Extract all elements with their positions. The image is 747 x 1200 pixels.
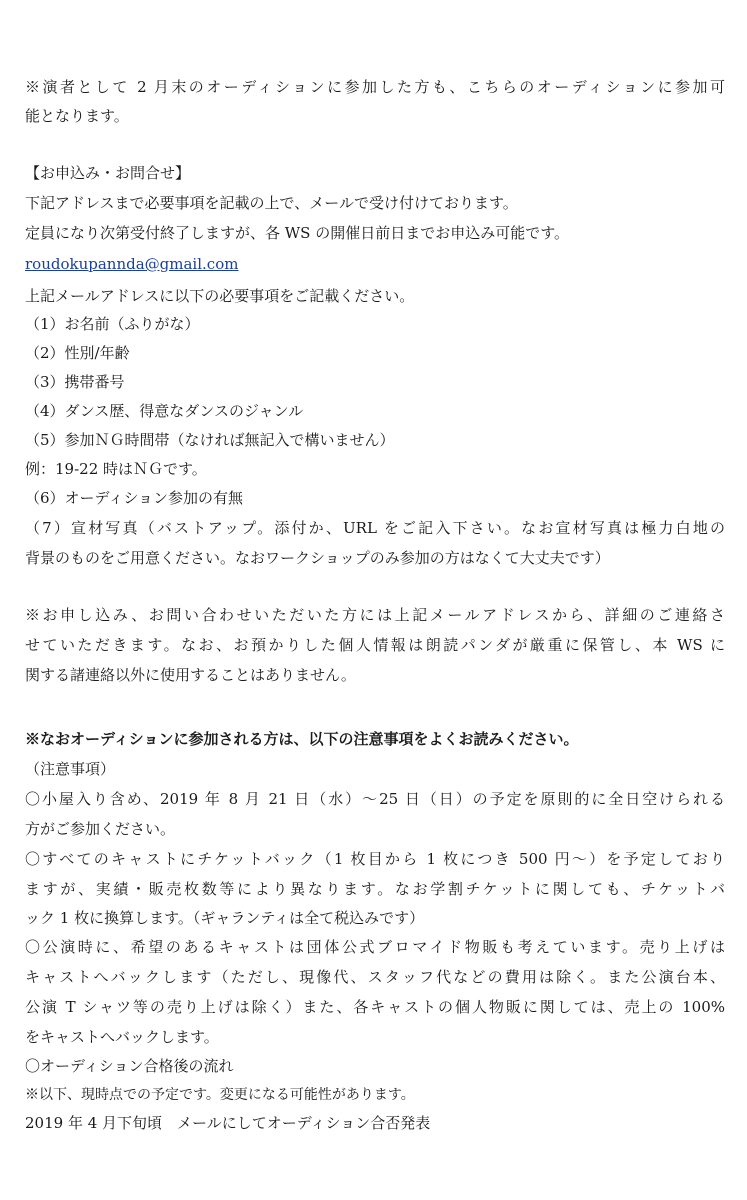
- list-item: （2）性別/年齢: [25, 344, 130, 362]
- apply-heading: 【お申込み・お問合せ】: [25, 164, 191, 182]
- audition-line: 方がご参加ください。: [25, 820, 176, 838]
- list-item: （3）携帯番号: [25, 373, 125, 391]
- list-item: （5）参加ＮＧ時間帯（なければ無記入で構いません）: [25, 431, 395, 449]
- list-item: （1）お名前（ふりがな）: [25, 315, 200, 333]
- intro-line-1: ※演者として 2 月末のオーディションに参加した方も、こちらのオーディションに参加可: [25, 78, 725, 96]
- apply-paragraph-1: 下記アドレスまで必要事項を記載の上で、メールで受け付けております。: [25, 194, 518, 212]
- audition-line: ック 1 枚に換算します。（ギャランティは全て税込みです）: [25, 909, 425, 927]
- example-line: 例：19-22 時はＮＧです。: [25, 460, 207, 478]
- list-item: （7）宣材写真（バストアップ。添付か、URL をご記入下さい。なお宣材写真は極力白地の: [25, 519, 725, 537]
- audition-bold-heading: ※なおオーディションに参加される方は、以下の注意事項をよくお読みください。: [25, 730, 579, 748]
- schedule-line: 2019 年 4 月下旬頃 メールにしてオーディション合否発表: [25, 1114, 431, 1132]
- notice-line-2: せていただきます。なお、お預かりした個人情報は朗読パンダが厳重に保管し、本 WS に: [25, 636, 725, 654]
- notice-line-1: ※お申し込み、お問い合わせいただいた方には上記メールアドレスから、詳細のご連絡さ: [25, 606, 725, 624]
- audition-line: 公演 T シャツ等の売り上げは除く）また、各キャストの個人物販に関しては、売上の 100%: [25, 998, 725, 1016]
- audition-line: キャストへバックします（ただし、現像代、スタッフ代などの費用は除く。また公演台本、: [25, 968, 725, 986]
- audition-line: 〇すべてのキャストにチケットバック（1 枚目から 1 枚につき 500 円〜）を予定しており: [25, 850, 725, 868]
- intro-line-2: 能となります。: [25, 107, 129, 125]
- audition-line: 〇オーディション合格後の流れ: [25, 1057, 234, 1075]
- notice-line-3: 関する諸連絡以外に使用することはありません。: [25, 666, 356, 684]
- schedule-note: ※以下、現時点での予定です。変更になる可能性があります。: [25, 1087, 415, 1103]
- audition-line: をキャストへバックします。: [25, 1028, 219, 1046]
- audition-subheading: （注意事項）: [25, 760, 116, 778]
- list-item: （6）オーディション参加の有無: [25, 489, 244, 507]
- apply-paragraph-3: 上記メールアドレスに以下の必要事項をご記載ください。: [25, 287, 415, 305]
- list-item: （4）ダンス歴、得意なダンスのジャンル: [25, 402, 304, 420]
- audition-line: ますが、実績・販売枚数等により異なります。なお学割チケットに関しても、チケットバ: [25, 880, 725, 898]
- contact-email-link[interactable]: roudokupannda@gmail.com: [25, 255, 239, 273]
- apply-paragraph-2: 定員になり次第受付終了しますが、各 WS の開催日前日までお申込み可能です。: [25, 224, 570, 242]
- audition-line: 〇小屋入り含め、2019 年 8 月 21 日（水）〜25 日（日）の予定を原則的に全日空けられる: [25, 790, 725, 808]
- audition-line: 〇公演時に、希望のあるキャストは団体公式ブロマイド物販も考えています。売り上げは: [25, 938, 725, 956]
- list-item-continuation: 背景のものをご用意ください。なおワークショップのみ参加の方はなくて大丈夫です）: [25, 549, 610, 567]
